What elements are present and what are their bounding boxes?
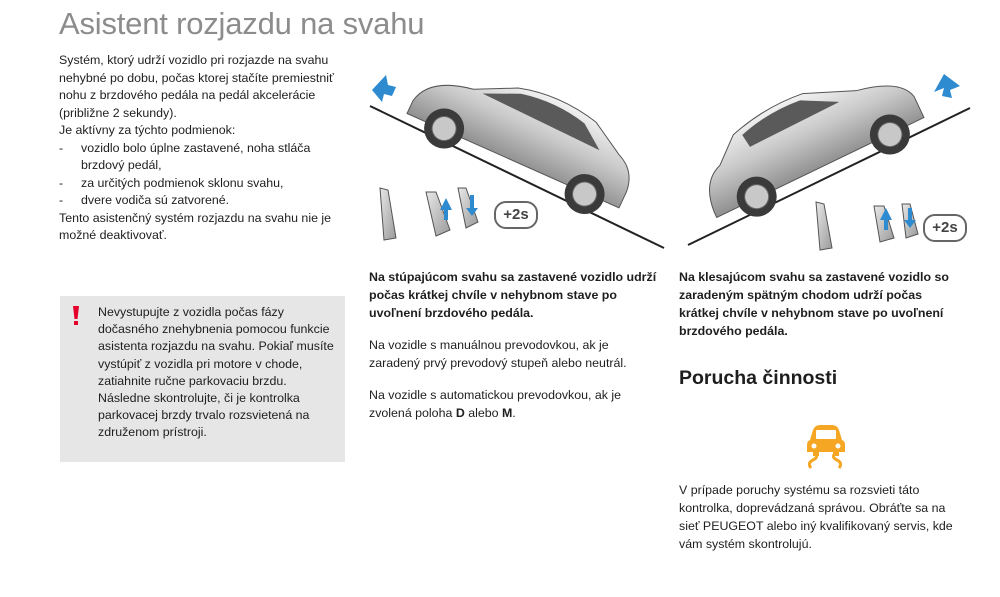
uphill-timer-badge: +2s (494, 201, 538, 229)
conditions-list (59, 140, 349, 210)
automatic-gearbox-note: Na vozidle s automatickou prevodovkou, ak je zvolená poloha D alebo M. (369, 388, 622, 420)
fault-description: V prípade poruchy systému sa rozsvieti táto kontrolka, doprevádzaná správou. Obráťte sa na sieť PEUGEOT alebo iný kvalifikovaný servis, kde vám systém skontrolujú. (679, 483, 953, 551)
pedals-image (380, 188, 478, 240)
skid-warning-icon (805, 424, 847, 470)
conditions-intro: Je aktívny za týchto podmienok: (59, 123, 236, 137)
uphill-caption (369, 268, 659, 436)
page-title: Asistent rozjazdu na svahu (59, 6, 425, 41)
list-item: - vozidlo bolo úplne zastavené, noha stláča brzdový pedál, (59, 140, 311, 172)
pedals-image (816, 202, 918, 250)
warning-text: Nevystupujte z vozidla počas fázy dočasného znehybnenia pomocou funkcie asistenta rozjazdu na svahu. Pokiaľ musíte vystúpiť z vozidla pri motore v chode, zatiahnite ručne parkovaciu brzdu. Následne skontrolujte, či je kontrolka parkovacej brzdy trvalo rozsvietená na združenom prístroji. (98, 305, 334, 440)
deactivation-note: Tento asistenčný systém rozjazdu na svahu nie je možné deaktivovať. (59, 210, 332, 242)
car-image (684, 70, 933, 234)
intro-paragraph: Systém, ktorý udrží vozidlo pri rozjazde na svahu nehybné po dobu, počas ktorej stačíte premiestniť nohu z brzdového pedála na pedál akcelerácie (približne 2 sekundy). (59, 53, 334, 120)
direction-arrow-icon (934, 74, 960, 98)
direction-arrow-icon (372, 75, 396, 102)
uphill-caption-bold: Na stúpajúcom svahu sa zastavené vozidlo udrží počas krátkej chvíle v nehybnom stave po uvoľnení brzdového pedála. (369, 270, 657, 320)
manual-gearbox-note: Na vozidle s manuálnou prevodovkou, ak je zaradený prvý prevodový stupeň alebo neutrál. (369, 338, 627, 370)
exclamation-icon (70, 306, 82, 326)
list-item: - za určitých podmienok sklonu svahu, (59, 175, 284, 190)
intro-section (59, 52, 349, 245)
pedal-arrow-icon (880, 208, 916, 230)
list-item: - dvere vodiča sú zatvorené. (59, 193, 230, 207)
fault-heading: Porucha činnosti (679, 367, 838, 389)
downhill-timer-badge: +2s (923, 214, 967, 242)
warning-box (60, 296, 345, 462)
downhill-caption: Na klesajúcom svahu sa zastavené vozidlo so zaradeným spätným chodom udrží počas krátkej chvíle v nehybnom stave po uvoľnení brzdového pedála. (679, 270, 949, 338)
